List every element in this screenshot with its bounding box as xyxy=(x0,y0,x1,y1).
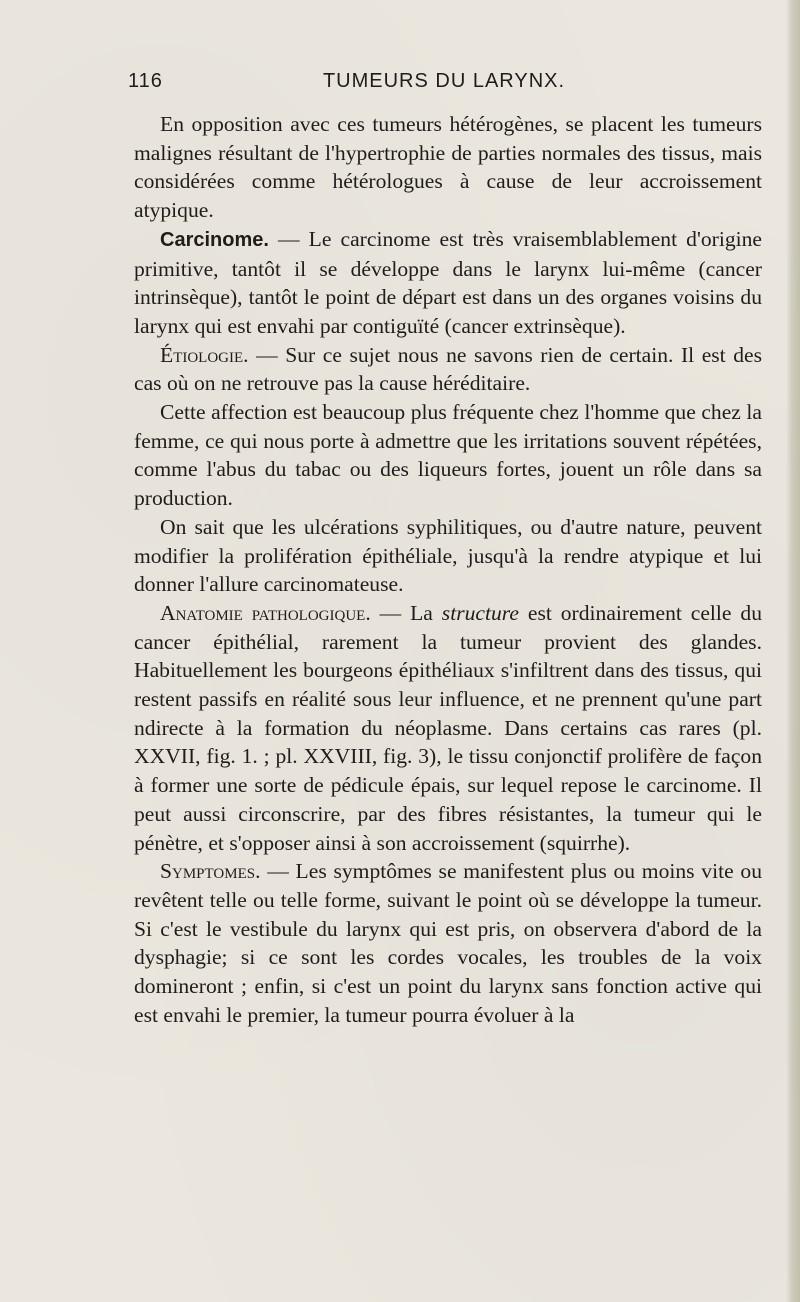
paragraph-symptomes xyxy=(134,857,762,1029)
body-text xyxy=(134,110,762,1030)
paragraph-carcinome xyxy=(134,225,762,341)
section-heading-anatomie: Anatomie pathologique. xyxy=(160,600,371,625)
paragraph-text: — Les symptômes se manifestent plus ou moins vite ou revêtent telle ou telle forme, suivant le point où se développe la tumeur. Si c'est le vestibule du larynx qui est pris, on observera d'abord de la dysphagie; si ce sont les cordes vocales, les troubles de la voix domineront ; enfin, si c'est un point du larynx sans fonction active qui est envahi le premier, la tumeur pourra évoluer à la xyxy=(134,859,762,1027)
section-heading-carcinome: Carcinome. xyxy=(160,228,269,251)
running-title: TUMEURS DU LARYNX. xyxy=(322,70,566,92)
paragraph-text: Cette affection est beaucoup plus fréquente chez l'homme que chez la femme, ce qui nous porte à admettre que les irritations souvent répétées, comme l'abus du tabac ou des liqueurs fortes, jouent un rôle dans sa production. xyxy=(134,400,762,511)
paragraph-text: En opposition avec ces tumeurs hétérogènes, se placent les tumeurs malignes résultant de l'hypertrophie de parties normales des tissus, mais considérées comme hétérologues à cause de leur accroissement atypique. xyxy=(134,112,762,223)
emphasis-structure: structure xyxy=(441,600,519,625)
section-heading-symptomes: Symptomes. xyxy=(160,859,261,884)
paragraph-frequence xyxy=(134,398,762,513)
paragraph-text: On sait que les ulcérations syphilitiques, ou d'autre nature, peuvent modifier la prolifération épithéliale, jusqu'à la rendre atypique et lui donner l'allure carcinomateuse. xyxy=(134,514,762,597)
section-heading-etiologie: Étiologie. xyxy=(160,342,249,367)
paragraph-text-lead: — La xyxy=(370,600,442,625)
paragraph-intro xyxy=(134,110,762,225)
paragraph-anatomie xyxy=(134,599,762,857)
paragraph-etiologie xyxy=(134,341,762,398)
running-header xyxy=(128,70,760,100)
paragraph-text: est ordinairement celle du cancer épithélial, rarement la tumeur provient des glandes. Habituellement les bourgeons épithéliaux s'infiltrent dans des tissus, qui restent passifs en réalité sous leur influence, et ne prennent qu'une part ndirecte à la formation du néoplasme. Dans certains cas rares (pl. XXVII, fig. 1. ; pl. XXVIII, fig. 3), le tissu conjonctif prolifère de façon à former une sorte de pédicule épais, sur lequel repose le carcinome. Il peut aussi circonscrire, par des fibres résistantes, la tumeur qui le pénètre, et s'opposer ainsi à son accroissement (squirrhe). xyxy=(134,600,762,855)
page-number: 116 xyxy=(128,70,163,92)
paragraph-text: — Sur ce sujet nous ne savons rien de certain. Il est des cas où on ne retrouve pas la cause héréditaire. xyxy=(134,342,762,396)
page-edge-shadow xyxy=(786,0,800,1302)
paragraph-ulcerations xyxy=(134,513,762,599)
paragraph-text: — Le carcinome est très vraisemblablement d'origine primitive, tantôt il se développe dans le larynx lui-même (cancer intrinsèque), tantôt le point de départ est dans un des organes voisins du larynx qui est envahi par contiguïté (cancer extrinsèque). xyxy=(134,226,762,338)
